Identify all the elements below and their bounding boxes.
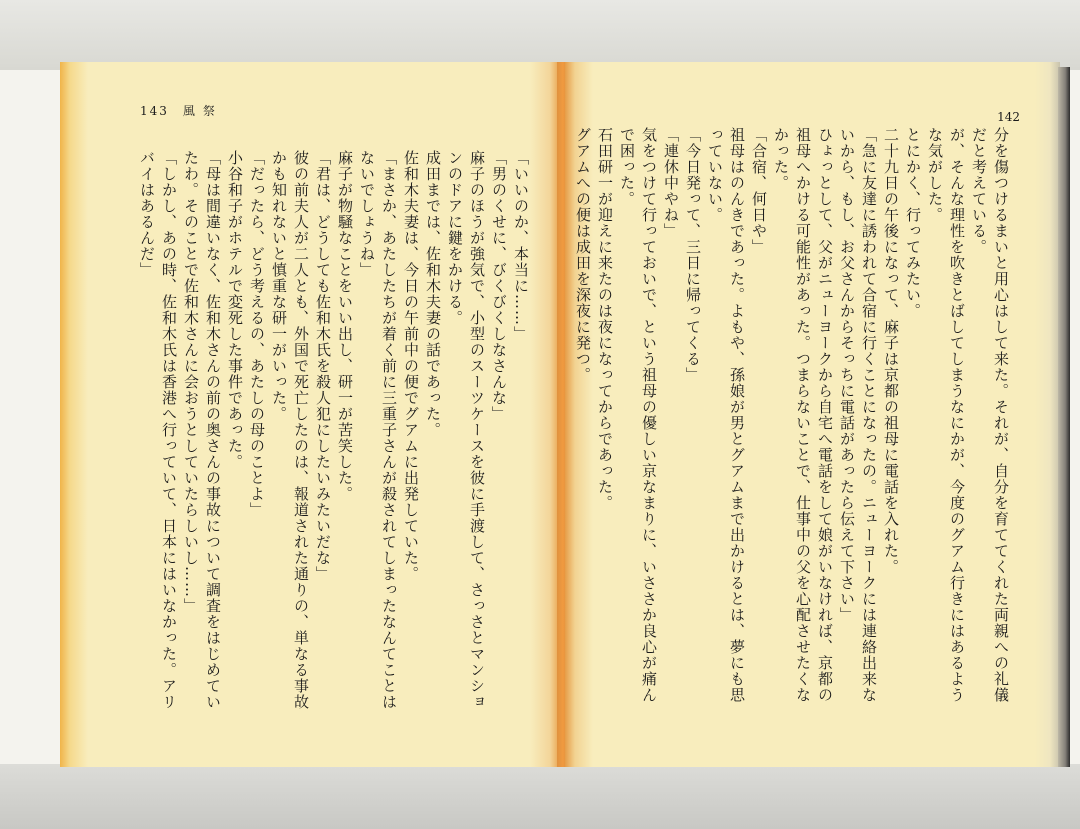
text-line: 「今日発って、三日に帰ってくる」 (684, 127, 702, 383)
text-line: 「急に友達に誘われて合宿に行くことになったの。ニューヨークには連絡出来ないから、もし、お父さんからそっちに電話があったら伝えて下さい」 (838, 127, 878, 703)
text-line: グアムへの便は成田を深夜に発つ。 (574, 127, 592, 383)
text-line: 彼の前夫人が二人とも、外国で死亡したのは、報道された通りの、単なる事故かも知れないと慎重な研一がいった。 (270, 150, 310, 710)
left-page-body (136, 150, 532, 720)
right-page-body (572, 127, 1012, 717)
text-line: 祖母はのんきであった。よもや、孫娘が男とグアムまで出かけるとは、夢にも思っていない。 (706, 127, 746, 703)
open-book (60, 62, 1065, 774)
text-line: 佐和木夫妻は、今日の午前中の便でグアムに出発していた。 (402, 150, 420, 582)
text-line: とにかく、行ってみたい。 (904, 127, 922, 319)
left-page-number: 143 (140, 104, 169, 118)
text-line: 麻子のほうが強気で、小型のスーツケースを彼に手渡して、さっさとマンションのドアに鍵をかける。 (446, 150, 486, 710)
text-line: 「男のくせに、びくびくしなさんな」 (490, 150, 508, 422)
scan-background-top (0, 0, 1080, 70)
running-title: 風祭 (182, 104, 223, 118)
text-line: 「連休中やね」 (662, 127, 680, 239)
text-line: ひょっとして、父がニューヨークから自宅へ電話をして娘がいなければ、京都の祖母へかける可能性があった。つまらないことで、仕事中の父を心配させたくなかった。 (772, 127, 834, 703)
text-line: 「母は間違いなく、佐和木さんの前の奥さんの事故について調査をはじめていたわ。そのことで佐和木さんに会おうとしていたらしいし……」 (182, 150, 222, 710)
text-line: 「しかし、あの時、佐和木氏は香港へ行っていて、日本にはいなかった。アリバイはあるんだ」 (138, 150, 178, 710)
left-page (60, 62, 560, 767)
text-line: が、そんな理性を吹きとばしてしまうなにかが、今度のグアム行きにはあるような気がした。 (926, 127, 966, 703)
left-page-header (140, 102, 223, 119)
right-page (565, 62, 1060, 767)
page-stack-edge (1058, 67, 1070, 767)
text-line: 石田研一が迎えに来たのは夜になってからであった。 (596, 127, 614, 511)
text-line: 麻子が物騒なことをいい出し、研一が苦笑した。 (336, 150, 354, 502)
text-line: 成田までは、佐和木夫妻の話であった。 (424, 150, 442, 438)
text-line: 「まさか、あたしたちが着く前に三重子さんが殺されてしまったなんてことはないでしょうね」 (358, 150, 398, 710)
text-line: 「いいのか、本当に……」 (512, 150, 530, 342)
text-line: 小谷和子がホテルで変死した事件であった。 (226, 150, 244, 470)
text-line: 「君は、どうしても佐和木氏を殺人犯にしたいみたいだな」 (314, 150, 332, 582)
text-line: 二十九日の午後になって、麻子は京都の祖母に電話を入れた。 (882, 127, 900, 575)
text-line: 分を傷つけるまいと用心はして来た。それが、自分を育ててくれた両親への礼儀だと考えている。 (970, 127, 1010, 703)
text-line: 「だったら、どう考えるの、あたしの母のことよ」 (248, 150, 266, 518)
right-page-number: 142 (997, 110, 1020, 124)
text-line: 気をつけて行っておいで、という祖母の優しい京なまりに、いささか良心が痛んで困った。 (618, 127, 658, 703)
text-line: 「合宿、何日や」 (750, 127, 768, 255)
